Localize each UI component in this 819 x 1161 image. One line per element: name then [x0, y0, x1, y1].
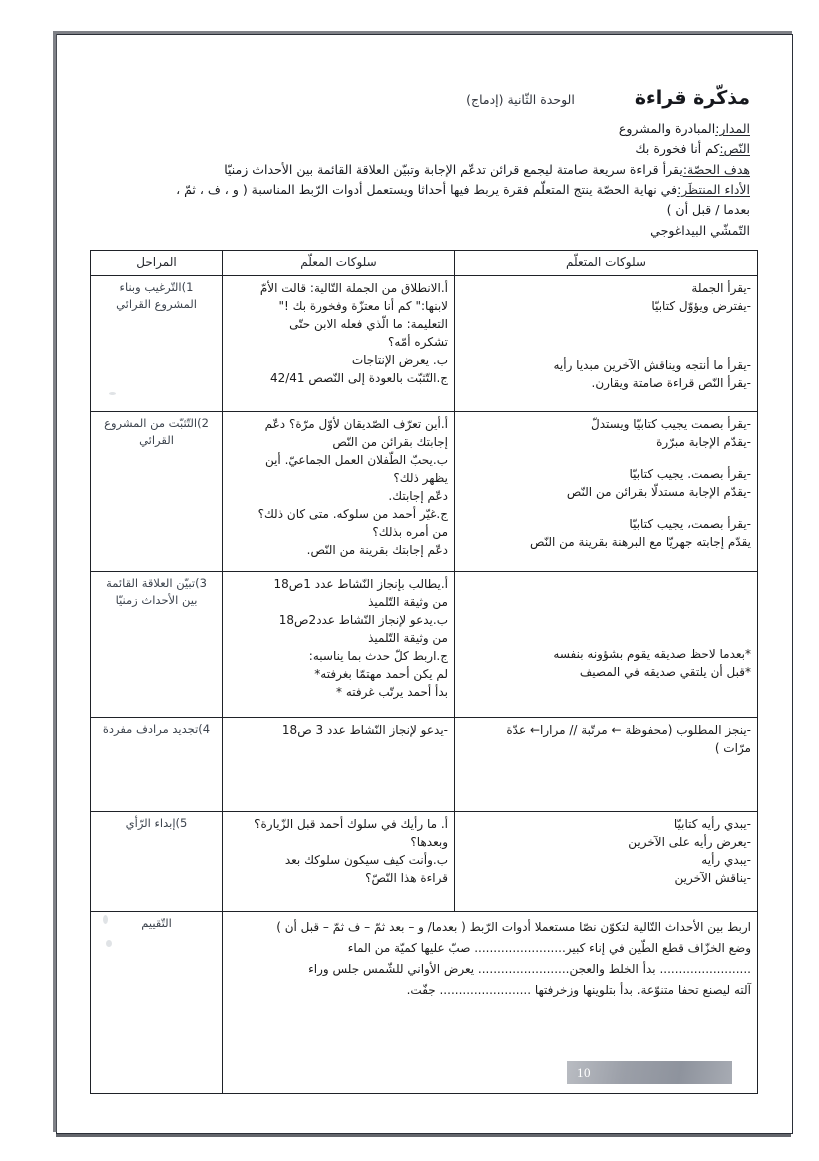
cell-learner-1 — [455, 275, 758, 411]
teacher-line: أ.يطالب بإنجاز النّشاط عدد 1ص18 — [273, 576, 448, 591]
meta-field-key: المدار: — [715, 121, 750, 136]
meta-objective-value: يقرأ قراءة سريعة صامتة ليجمع قرائن تدعّم الإجابة وتبيّن العلاقة القائمة بين الأحداث زمنيّا — [224, 161, 683, 177]
teacher-line: إجابتك بقرائن من النّص — [332, 434, 448, 449]
teacher-line: ج.اربط كلّ حدث بما يناسبه: — [308, 648, 448, 663]
cell-stage-2: 2)التّثبّت من المشروع القرائي — [91, 411, 223, 571]
table-row — [91, 275, 758, 411]
page-number: 10 — [577, 1064, 591, 1080]
evaluation-line: ........................ بدأ الخلط والعجن........................ يعرض الأواني للشّمس جلس وراء — [308, 961, 751, 976]
meta-field-value: المبادرة والمشروع — [618, 121, 716, 136]
document-header — [57, 35, 792, 242]
column-header-stage: المراحل — [91, 250, 223, 275]
learner-line: -يقرأ بصمت. يجيب كتابيّا — [629, 466, 751, 481]
learner-line: -يبدي رأيه — [701, 852, 751, 867]
table-head — [91, 250, 758, 275]
learner-spacer — [461, 501, 751, 515]
teacher-line: أ. ما رأيك في سلوك أحمد قبل الزّيارة؟ — [254, 816, 448, 831]
learner-spacer — [461, 617, 751, 631]
teacher-line: ب.يدعو لإنجاز النّشاط عدد2ص18 — [278, 612, 448, 627]
learner-line: -يعرض رأيه على الآخرين — [628, 834, 751, 849]
cell-teacher-1 — [223, 275, 455, 411]
cell-stage-4: 4)تجديد مرادف مفردة — [91, 717, 223, 811]
unit-label: الوحدة الثّانية (إدماج) — [466, 92, 575, 107]
teacher-line: أ.الانطلاق من الجملة التّالية: قالت الأمّ — [259, 280, 448, 295]
learner-line: -يقرأ بصمت يجيب كتابيّا ويستدلّ — [591, 416, 751, 431]
teacher-line: ب.وأنت كيف سيكون سلوكك بعد — [284, 852, 448, 867]
learner-line: -يقدّم الإجابة مستدلّا بقرائن من النّص — [566, 484, 751, 499]
learner-line: يقدّم إجابته جهريّا مع البرهنة بقرينة من النّص — [530, 534, 751, 549]
column-header-teacher: سلوكات المعلّم — [223, 250, 455, 275]
cell-teacher-2 — [223, 411, 455, 571]
teacher-line: قراءة هذا النّصّ؟ — [365, 870, 448, 885]
document-sheet — [57, 35, 792, 1133]
teacher-line: تشكره أمّه؟ — [388, 334, 448, 349]
learner-spacer — [461, 603, 751, 617]
teacher-line: ب.يحبّ الطّفلان العمل الجماعيّ. أين — [264, 452, 448, 467]
cell-stage-5: 5)إبداء الرّأي — [91, 811, 223, 911]
teacher-line: -يدعو لإنجاز النّشاط عدد 3 ص18 — [281, 722, 448, 737]
cell-learner-5 — [455, 811, 758, 911]
learner-spacer — [461, 575, 751, 589]
meta-text-line — [91, 139, 750, 159]
meta-performance-line — [91, 180, 750, 200]
meta-objective-key: هدف الحصّة: — [682, 161, 750, 177]
teacher-line: من وثيقة التّلميذ — [368, 630, 448, 645]
teacher-line: وبعدها؟ — [410, 834, 448, 849]
evaluation-line: آلته ليصنع تحفا متنوّعة. بدأ بتلوينها وزخرفتها ........................ جفّت. — [406, 982, 751, 997]
table-body — [91, 275, 758, 1093]
teacher-line: يظهر ذلك؟ — [393, 470, 448, 485]
teacher-line: دعّم إجابتك. — [388, 488, 448, 503]
meta-text-value: كم أنا فخورة بك — [635, 141, 720, 157]
learner-spacer — [461, 315, 751, 329]
learner-line: *بعدما لاحظ صديقه يقوم بشؤونه بنفسه — [553, 646, 751, 661]
learner-line: -يناقش الآخرين — [674, 870, 751, 885]
cell-teacher-4 — [223, 717, 455, 811]
page-title: مذكّرة قراءة — [634, 87, 750, 109]
meta-text-key: النّص: — [719, 141, 750, 157]
cell-stage-1: 1)التّرغيب وبناء المشروع القرائي — [91, 275, 223, 411]
cell-learner-3 — [455, 571, 758, 717]
table-row — [91, 811, 758, 911]
teacher-line: ج.غيّر أحمد من سلوكه. متى كان ذلك؟ — [257, 506, 448, 521]
cell-learner-4 — [455, 717, 758, 811]
cell-learner-2 — [455, 411, 758, 571]
learner-line: -يقرأ الجملة — [691, 280, 751, 295]
learner-spacer — [461, 451, 751, 465]
teacher-line: ج.التّثبّت بالعودة إلى النّصص 42/41 — [269, 370, 448, 385]
learner-line: -يفترض ويؤوّل كتابيّا — [651, 298, 751, 313]
teacher-line: لم يكن أحمد مهتمّا بغرفته* — [314, 666, 448, 681]
teacher-line: التعليمة: ما الّذي فعله الابن حتّى — [289, 316, 448, 331]
cell-stage-3: 3)تبيّن العلاقة القائمة بين الأحداث زمنيّا — [91, 571, 223, 717]
page-number-bar — [567, 1061, 732, 1084]
learner-spacer — [461, 589, 751, 603]
meta-objective-line — [91, 160, 750, 180]
learner-line: -يقرأ بصمت، يجيب كتابيّا — [629, 516, 751, 531]
cell-teacher-5 — [223, 811, 455, 911]
learner-line: *قبل أن يلتقي صديقه في المصيف — [579, 664, 751, 679]
teacher-line: من وثيقة التّلميذ — [368, 594, 448, 609]
meta-performance-key: الأداء المنتظَر: — [677, 181, 750, 197]
table-header-row — [91, 250, 758, 275]
teacher-line: ب. يعرض الإنتاجات — [351, 352, 448, 367]
meta-performance-value: في نهاية الحصّة ينتج المتعلّم فقرة يربط فيها أحداثا ويستعمل أدوات الرّبط المناسبة ( و ، ف ، ثمّ ، — [176, 181, 678, 197]
lesson-plan-table — [90, 250, 758, 1094]
learner-spacer — [461, 631, 751, 645]
column-header-learner: سلوكات المتعلّم — [455, 250, 758, 275]
cell-stage-evaluation: التّقييم — [91, 911, 223, 1093]
table-row — [91, 571, 758, 717]
learner-line: -ينجز المطلوب (محفوظة ← مرتّبة // مرارا← عدّة — [506, 722, 751, 737]
pedagogy-label: التّمشّي البيداغوجي — [650, 223, 750, 239]
evaluation-line: اربط بين الأحداث التّالية لتكوّن نصّا مستعملا أدوات الرّبط ( بعدما/ و – بعد ثمّ – ف ثمّ – قبل أن ) — [276, 919, 751, 934]
learner-line: -يقرأ ما أنتجه ويناقش الآخرين مبديا رأيه — [553, 357, 751, 372]
learner-spacer — [461, 329, 751, 343]
teacher-line: أ.أين تعرّف الصّديقان لأوّل مرّة؟ دعّم — [264, 416, 448, 431]
title-row — [91, 87, 750, 109]
scanned-page-frame — [56, 34, 793, 1134]
table-row — [91, 717, 758, 811]
learner-line: -يبدي رأيه كتابيّا — [673, 816, 751, 831]
teacher-line: بدأ أحمد يرتّب غرفته * — [336, 684, 448, 699]
evaluation-line: وضع الخزّاف قطع الطّين في إناء كبير........................ صبّ عليها كميّة من الماء — [347, 940, 751, 955]
cell-teacher-3 — [223, 571, 455, 717]
teacher-line: لابنها:" كم أنا معتزّة وفخورة بك !" — [278, 298, 448, 313]
meta-performance-tail: بعدما / قبل أن ) — [666, 202, 750, 217]
meta-field-line — [91, 119, 750, 139]
learner-line: -يقدّم الإجابة مبرّرة — [656, 434, 751, 449]
learner-line: -يقرأ النّص قراءة صامتة ويقارن. — [591, 375, 751, 390]
learner-line: مرّات ) — [714, 740, 751, 755]
metadata-block — [91, 119, 750, 242]
table-row — [91, 411, 758, 571]
teacher-line: دعّم إجابتك بقرينة من النّص. — [306, 542, 448, 557]
teacher-line: من أمره بذلك؟ — [372, 524, 448, 539]
